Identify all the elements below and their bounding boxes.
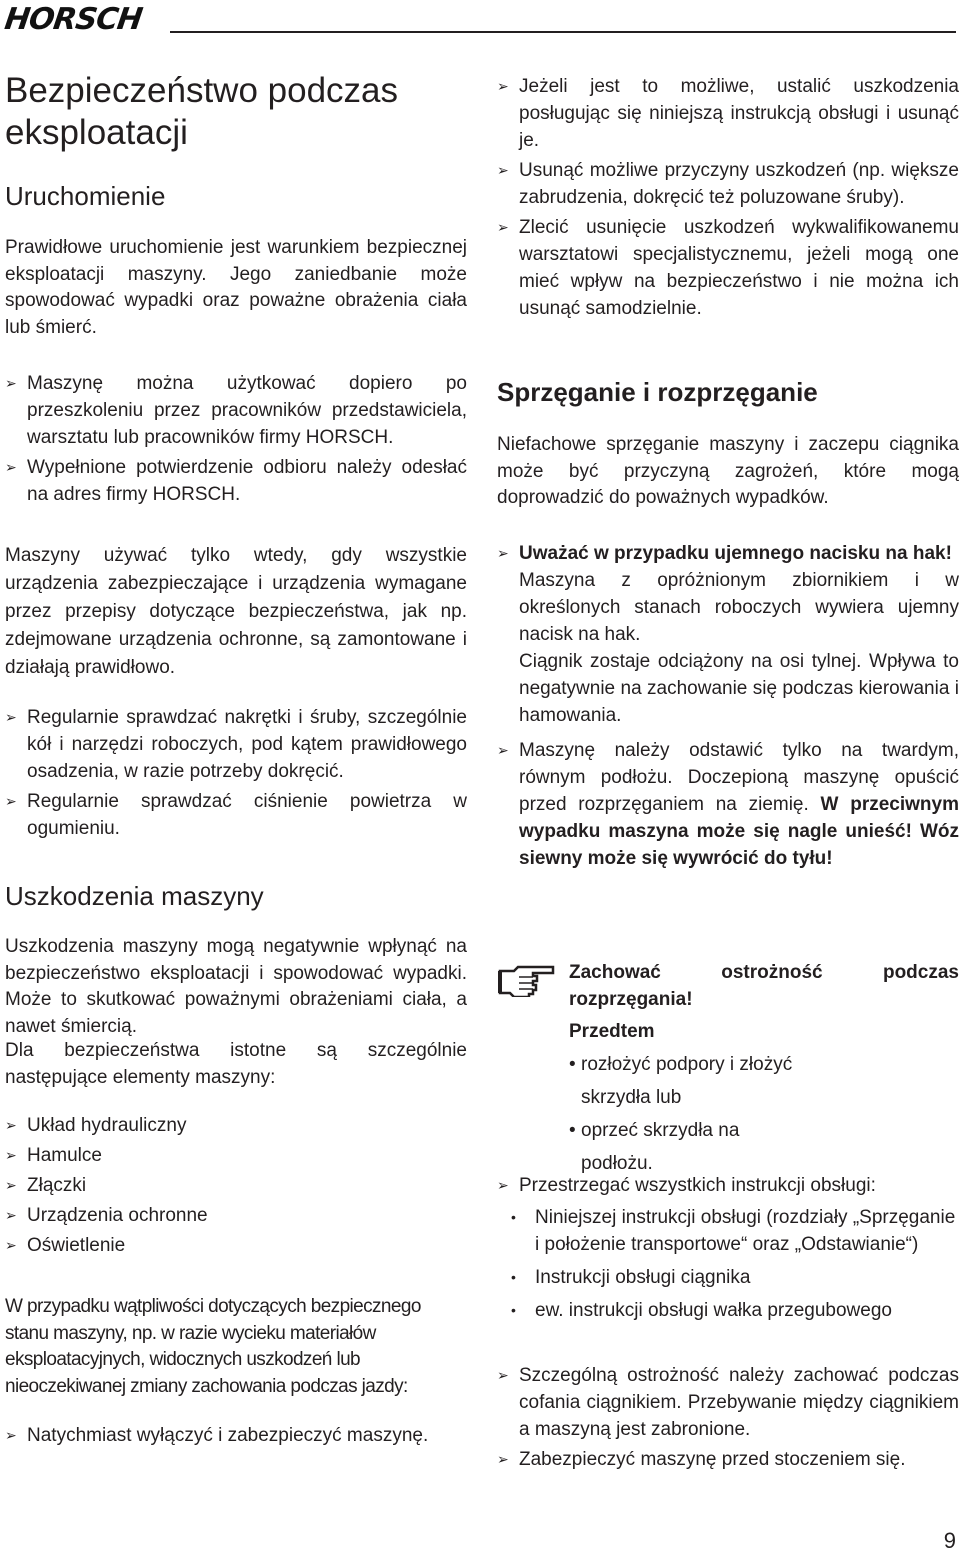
list-item: ➢ Maszynę można użytkować dopiero po przeszkoleniu przez pracowników przedstawiciela, warsztatu lub pracowników firmy HORSCH. [5,370,467,451]
start-list [5,370,467,511]
list-item: • Niniejszej instrukcji obsługi (rozdziały „Sprzęganie i położenie transportowe“ oraz „Odstawianie“) [511,1207,956,1255]
pointing-hand-icon [497,963,557,997]
components-list [5,1112,467,1262]
arrow-icon: ➢ [5,375,17,391]
list-item: ➢ Przestrzegać wszystkich instrukcji obsługi: [497,1172,959,1199]
list-item: ➢ Oświetlenie [5,1232,467,1259]
list-item: • oprzeć skrzydła na podłożu. [569,1119,740,1174]
note-bullet-list [569,1048,799,1180]
list-item: ➢ Układ hydrauliczny [5,1112,467,1139]
page-number: 9 [943,1528,956,1553]
arrow-icon: ➢ [497,1177,509,1193]
arrow-icon: ➢ [5,793,17,809]
repair-list [497,73,959,325]
doubt-paragraph: W przypadku wątpliwości dotyczących bezpiecznego stanu maszyny, np. w razie wycieku materiałów eksploatacyjnych, widocznych uszkodzeń lub nieoczekiwanej zmiany zachowania podczas jazdy: [5,1296,421,1397]
arrow-icon: ➢ [497,78,509,94]
list-item: ➢ Jeżeli jest to możliwe, ustalić uszkodzenia posługując się niniejszą instrukcją obsługi i usunąć je. [497,73,959,154]
damage-paragraph-2: Dla bezpieczeństwa istotne są szczególnie następujące elementy maszyny: [5,1040,467,1088]
arrow-icon: ➢ [5,459,17,475]
arrow-icon: ➢ [497,162,509,178]
damage-paragraph: Uszkodzenia maszyny mogą negatywnie wpłynąć na bezpieczeństwo eksploatacji i spowodować wypadki. Może to skutkować poważnymi obrażeniami ciała, a nawet śmiercią. [5,936,467,1037]
start-paragraph: Prawidłowe uruchomienie jest warunkiem bezpiecznej eksploatacji maszyny. Jego zaniedbanie może spowodować wypadki oraz poważne obrażenia ciała lub śmierć. [5,237,467,338]
devices-paragraph: Maszyny używać tylko wtedy, gdy wszystkie urządzenia zabezpieczające i urządzenia wymagane przez przepisy dotyczące bezpieczeństwa, jak np. zdejmowane urządzenia ochronne, są zamontowane i działają prawidłowo. [5,545,467,678]
arrow-icon: ➢ [5,1177,17,1193]
arrow-icon: ➢ [5,1147,17,1163]
arrow-icon: ➢ [497,219,509,235]
list-item: ➢ Urządzenia ochronne [5,1202,467,1229]
arrow-icon: ➢ [5,1207,17,1223]
horsch-logo: HORSCH [2,2,144,37]
instructions-sublist [497,1204,959,1330]
list-item: ➢ Złączki [5,1172,467,1199]
section-heading-damage: Uszkodzenia maszyny [5,881,264,911]
list-item: ➢ Uważać w przypadku ujemnego nacisku na hak! Maszyna z opróżnionym zbiornikiem i w określonych stanach roboczych wywiera ujemny nacisk na hak. Ciągnik zostaje odciążony na osi tylnej. Wpływa to negatywnie na zachowanie się podczas kierowania i hamowania. [497,540,959,729]
list-item: ➢ Szczególną ostrożność należy zachować podczas cofania ciągnikiem. Przebywanie między ciągnikiem a maszyną jest zabronione. [497,1362,959,1443]
hitch-list [497,540,959,875]
check-list [5,704,467,845]
list-item: ➢ Zabezpieczyć maszynę przed stoczeniem się. [497,1446,959,1473]
list-item: ➢ Natychmiast wyłączyć i zabezpieczyć maszynę. [5,1422,467,1449]
section-heading-start: Uruchomienie [5,181,166,211]
doubt-list [5,1422,467,1452]
arrow-icon: ➢ [5,1427,17,1443]
arrow-icon: ➢ [497,1367,509,1383]
list-item: • rozłożyć podpory i złożyć skrzydła lub [569,1053,793,1108]
arrow-icon: ➢ [5,1117,17,1133]
arrow-icon: ➢ [497,1451,509,1467]
coupling-warning-note: Zachować ostrożność podczas rozprzęgania! Przedtem • rozłożyć podpory i złożyć skrzydła lub • oprzeć skrzydła na podłożu. [569,960,959,1180]
list-item: ➢ Hamulce [5,1142,467,1169]
list-item: ➢ Maszynę należy odstawić tylko na twardym, równym podłożu. Doczepioną maszynę opuścić przed rozprzęganiem na ziemię. W przeciwnym wypadku maszyna może się nagle unieść! Wóz siewny może się wywrócić do tyłu! [497,737,959,872]
section-heading-coupling: Sprzęganie i rozprzęganie [497,377,818,407]
list-item: • ew. instrukcji obsługi wałka przegubowego [511,1300,892,1321]
list-item: • Instrukcji obsługi ciągnika [511,1267,751,1288]
list-item: ➢ Wypełnione potwierdzenie odbioru należy odesłać na adres firmy HORSCH. [5,454,467,508]
arrow-icon: ➢ [497,742,509,758]
header-rule [170,31,956,33]
final-list [497,1362,959,1476]
list-item: ➢ Zlecić usunięcie uszkodzeń wykwalifikowanemu warsztatowi specjalistycznemu, jeżeli mogą one mieć wpływ na bezpieczeństwo i nie można ich usunąć samodzielnie. [497,214,959,322]
arrow-icon: ➢ [497,545,509,561]
instructions-list [497,1172,959,1202]
page-title: Bezpieczeństwo podczas eksploatacji [5,71,398,152]
list-item: ➢ Regularnie sprawdzać nakrętki i śruby, szczególnie kół i narzędzi roboczych, pod kątem prawidłowego osadzenia, w razie potrzeby dokręcić. [5,704,467,785]
arrow-icon: ➢ [5,709,17,725]
coupling-paragraph: Niefachowe sprzęganie maszyny i zaczepu ciągnika może być przyczyną zagrożeń, które mogą doprowadzić do poważnych wypadków. [497,434,959,508]
list-item: ➢ Regularnie sprawdzać ciśnienie powietrza w ogumieniu. [5,788,467,842]
arrow-icon: ➢ [5,1237,17,1253]
list-item: ➢ Usunąć możliwe przyczyny uszkodzeń (np. większe zabrudzenia, dokręcić też poluzowane śruby). [497,157,959,211]
